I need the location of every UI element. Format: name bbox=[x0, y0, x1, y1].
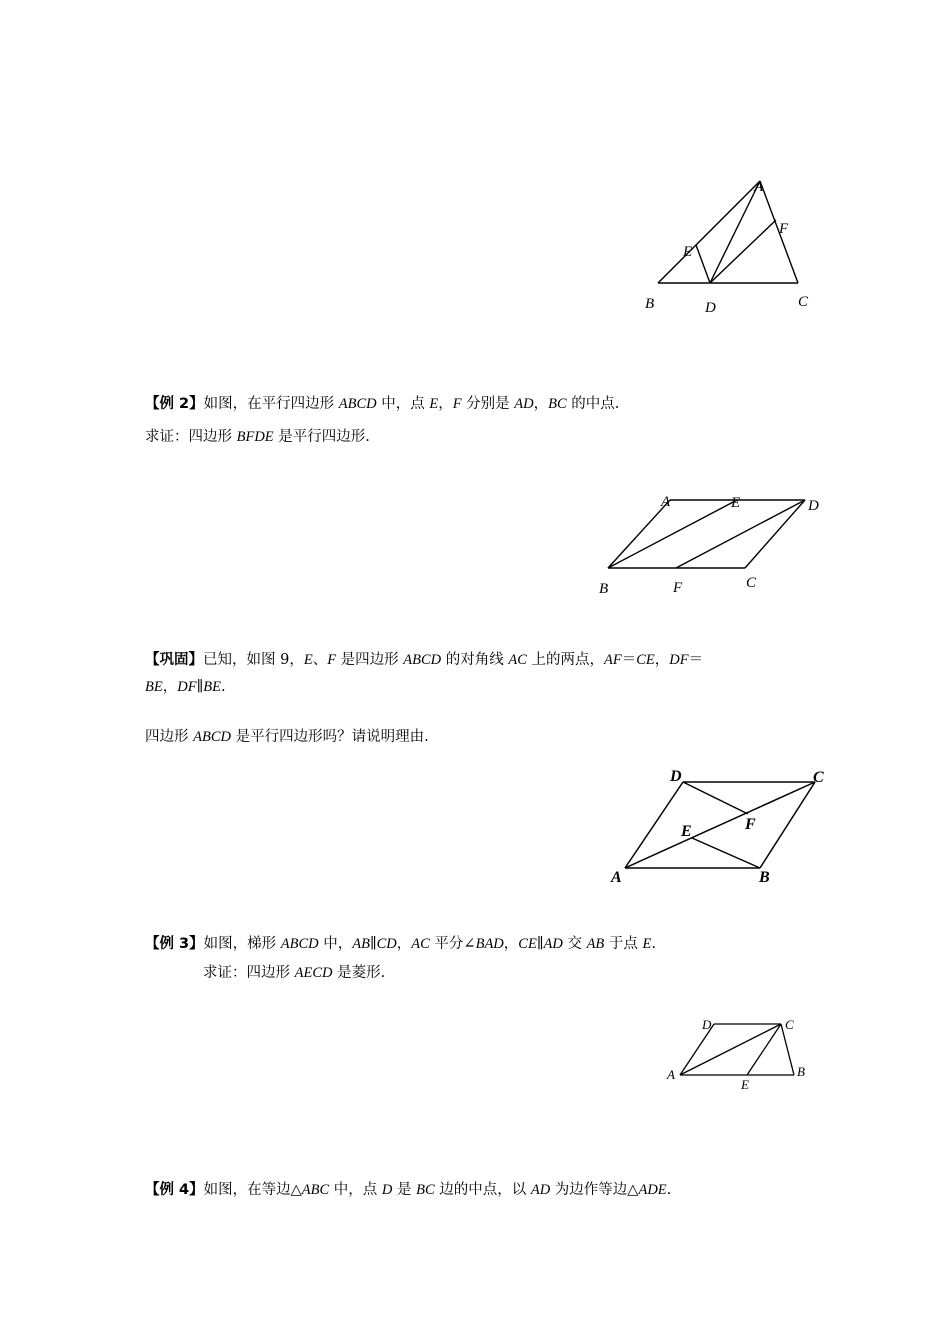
figure3-label-a: A bbox=[611, 869, 622, 886]
text-run: 中，点 bbox=[329, 1182, 382, 1198]
example2-tag: 【例 2】 bbox=[145, 396, 204, 412]
text-run: AD bbox=[543, 936, 563, 952]
text-run: AB bbox=[586, 936, 605, 952]
text-run: ABC bbox=[301, 1182, 330, 1198]
text-run: AD bbox=[514, 396, 534, 412]
text-run: AC bbox=[508, 652, 527, 668]
text-run: AECD bbox=[294, 965, 333, 981]
example3-tag: 【例 3】 bbox=[145, 936, 204, 952]
example4-line1 bbox=[145, 1180, 671, 1200]
text-run: CE bbox=[518, 936, 537, 952]
text-run: ∥ bbox=[196, 679, 204, 695]
text-run: E bbox=[642, 936, 652, 952]
figure3-label-e: E bbox=[681, 823, 692, 840]
figure3-label-b: B bbox=[759, 869, 770, 886]
figure4-label-e: E bbox=[741, 1077, 749, 1092]
text-run: 求证：四边形 bbox=[145, 429, 237, 445]
text-run: 分别是 bbox=[461, 396, 515, 412]
text-run: 的中点. bbox=[566, 396, 620, 412]
figure4-label-d: D bbox=[702, 1017, 712, 1032]
figure1-label-b: B bbox=[645, 296, 655, 312]
text-run: F bbox=[452, 396, 462, 412]
example4-statement bbox=[204, 1182, 672, 1198]
figure3-label-f: F bbox=[745, 816, 756, 833]
text-run: ＝ bbox=[621, 652, 637, 668]
text-run: . bbox=[220, 679, 226, 695]
figure4-label-a: A bbox=[667, 1067, 675, 1082]
text-run: 是平行四边形吗？请说明理由. bbox=[230, 729, 429, 745]
text-run: 中，点 bbox=[376, 396, 430, 412]
text-run: 边的中点，以 bbox=[434, 1182, 531, 1198]
figure2-label-e: E bbox=[731, 495, 741, 511]
text-run: 是 bbox=[392, 1182, 417, 1198]
text-run: ， bbox=[654, 652, 670, 668]
text-run: DF bbox=[669, 652, 689, 668]
text-run: ∥ bbox=[369, 936, 377, 952]
text-run: ADE bbox=[638, 1182, 667, 1198]
text-run: BE bbox=[145, 679, 163, 695]
figure2-label-a: A bbox=[661, 494, 671, 510]
text-run: DF bbox=[177, 679, 197, 695]
figure3-label-d: D bbox=[670, 768, 682, 785]
text-run: 交 bbox=[562, 936, 587, 952]
text-run: F bbox=[327, 652, 337, 668]
text-run: AF bbox=[604, 652, 622, 668]
text-run: 四边形 bbox=[145, 729, 194, 745]
text-run: BFDE bbox=[236, 429, 274, 445]
text-run: CD bbox=[376, 936, 397, 952]
text-run: 、 bbox=[312, 652, 328, 668]
text-run: 求证：四边形 bbox=[203, 965, 295, 981]
text-run: ， bbox=[503, 936, 519, 952]
figure2-label-b: B bbox=[599, 581, 609, 597]
text-run: 如图，在等边△ bbox=[203, 1182, 302, 1198]
text-run: ABCD bbox=[280, 936, 319, 952]
text-run: 已知，如图 9， bbox=[203, 652, 304, 668]
text-run: ∥ bbox=[536, 936, 544, 952]
text-run: 是平行四边形. bbox=[273, 429, 370, 445]
text-run: 如图，在平行四边形 bbox=[203, 396, 339, 412]
text-run: . bbox=[666, 1182, 672, 1198]
text-run: E bbox=[303, 652, 313, 668]
text-run: 如图，梯形 bbox=[203, 936, 281, 952]
text-run: BE bbox=[203, 679, 221, 695]
text-run: ABCD bbox=[193, 729, 231, 745]
figure3-label-c: C bbox=[813, 769, 824, 786]
text-run: CE bbox=[636, 652, 655, 668]
text-run: 上的两点， bbox=[526, 652, 604, 668]
text-run: D bbox=[381, 1182, 393, 1198]
consolidate-tag: 【巩固】 bbox=[145, 652, 203, 668]
text-run: E bbox=[429, 396, 439, 412]
figure2-label-f: F bbox=[673, 580, 683, 596]
text-run: AC bbox=[411, 936, 430, 952]
figure4-label-b: B bbox=[797, 1064, 805, 1079]
text-run: . bbox=[651, 936, 656, 952]
text-run: 的对角线 bbox=[441, 652, 509, 668]
text-run: BC bbox=[416, 1182, 435, 1198]
figure4-label-c: C bbox=[785, 1017, 794, 1032]
text-run: 是菱形. bbox=[332, 965, 386, 981]
figure1-label-a: A bbox=[754, 179, 764, 195]
text-run: 平分∠ bbox=[429, 936, 476, 952]
text-run: ， bbox=[162, 679, 178, 695]
figure1-label-e: E bbox=[683, 244, 693, 260]
text-run: ， bbox=[396, 936, 412, 952]
figure1-label-f: F bbox=[779, 221, 789, 237]
figure1-label-c: C bbox=[798, 294, 809, 310]
text-run: 是四边形 bbox=[336, 652, 404, 668]
example4-tag: 【例 4】 bbox=[145, 1182, 204, 1198]
figure2-label-d: D bbox=[808, 498, 819, 514]
text-run: BC bbox=[548, 396, 567, 412]
text-run: 中， bbox=[318, 936, 353, 952]
text-run: 为边作等边△ bbox=[550, 1182, 639, 1198]
text-run: AB bbox=[352, 936, 370, 952]
text-run: 于点 bbox=[604, 936, 643, 952]
text-run: BAD bbox=[475, 936, 504, 952]
text-run: ， bbox=[438, 396, 453, 412]
text-run: ＝ bbox=[688, 652, 704, 668]
text-run: AD bbox=[530, 1182, 551, 1198]
figure1-label-d: D bbox=[705, 300, 716, 316]
figure2-label-c: C bbox=[746, 575, 757, 591]
text-run: ， bbox=[533, 396, 549, 412]
text-run: ABCD bbox=[403, 652, 442, 668]
text-run: ABCD bbox=[338, 396, 377, 412]
